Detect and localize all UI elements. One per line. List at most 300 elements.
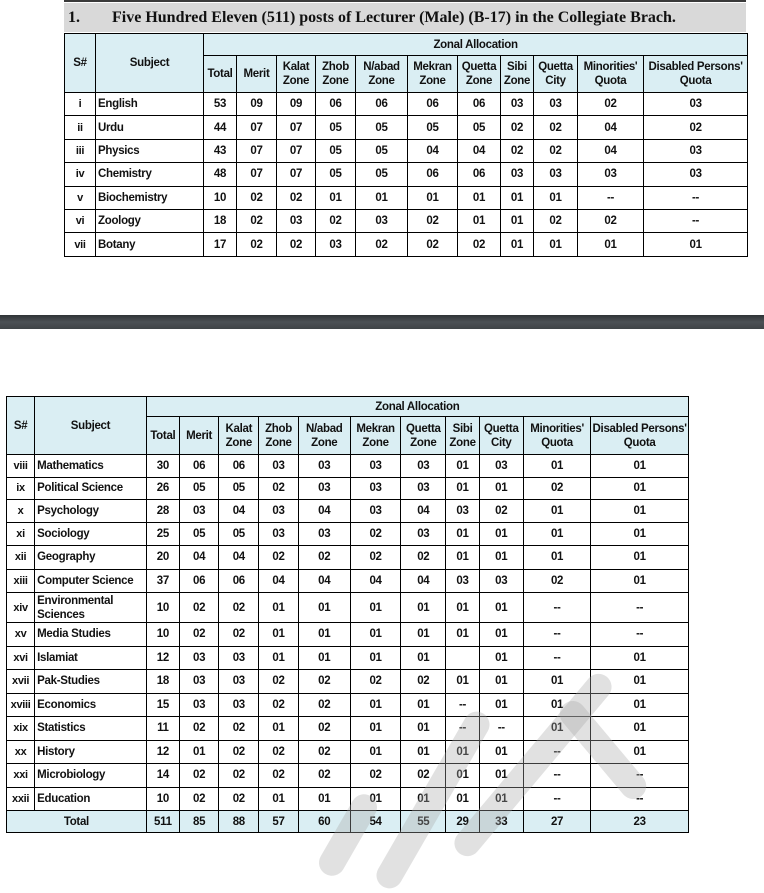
row-serial: ii — [65, 116, 96, 139]
header-column-label: Zone — [503, 75, 531, 87]
row-value: 01 — [401, 646, 446, 670]
header-column-label: N/abad — [363, 61, 400, 73]
header-column-label: Quetta — [483, 422, 519, 435]
row-value: 06 — [179, 569, 218, 593]
row-value: 02 — [523, 569, 590, 593]
row-value: 01 — [446, 670, 479, 694]
row-value: 02 — [298, 693, 350, 717]
row-value: 03 — [219, 670, 259, 694]
row-value: 02 — [179, 593, 218, 623]
row-value: 01 — [401, 593, 446, 623]
row-value: 01 — [523, 693, 590, 717]
table-row — [7, 500, 689, 523]
row-value: 01 — [501, 233, 534, 256]
table-row — [7, 522, 689, 546]
header-column — [644, 56, 748, 93]
row-value: 01 — [534, 186, 578, 209]
header-column — [446, 417, 479, 455]
row-subject: Environmental Sciences — [35, 593, 147, 623]
header-column-label: Zone — [410, 436, 437, 449]
row-value: 01 — [446, 477, 479, 500]
table-row — [7, 787, 689, 811]
row-value: 02 — [458, 233, 501, 256]
row-value: 01 — [401, 693, 446, 717]
row-value: 09 — [277, 93, 316, 116]
row-value: 02 — [408, 233, 458, 256]
row-value: 10 — [146, 593, 179, 623]
posts-table-part-2 — [6, 396, 689, 833]
row-subject: Microbiology — [35, 764, 147, 788]
row-value: 03 — [179, 500, 218, 523]
posts-table-part-1 — [64, 33, 748, 257]
header-sn: S# — [65, 34, 96, 93]
row-value: 43 — [204, 139, 237, 162]
header-column-label: Disabled Persons' — [648, 61, 743, 73]
row-serial: ix — [7, 477, 35, 500]
table-row — [65, 163, 748, 186]
row-value: 17 — [204, 233, 237, 256]
row-value: 02 — [219, 717, 259, 741]
row-value: 02 — [350, 670, 400, 694]
row-value: -- — [523, 646, 590, 670]
row-value: 03 — [501, 93, 534, 116]
row-subject: Media Studies — [35, 623, 147, 647]
row-value: 02 — [277, 186, 316, 209]
row-serial: vii — [65, 233, 96, 256]
header-column-label: Kalat — [225, 422, 253, 435]
header-column-label: Quetta — [406, 422, 441, 435]
row-value: 53 — [204, 93, 237, 116]
row-value: 02 — [578, 209, 644, 232]
header-column — [501, 56, 534, 93]
total-value: 33 — [479, 811, 523, 833]
row-value: -- — [446, 717, 479, 741]
row-value: 02 — [350, 546, 400, 570]
row-value: 06 — [179, 455, 218, 478]
row-value: 01 — [479, 546, 523, 570]
row-value: 06 — [408, 163, 458, 186]
row-value: 02 — [534, 139, 578, 162]
row-subject: Chemistry — [96, 163, 204, 186]
row-value: 01 — [501, 209, 534, 232]
total-value: 60 — [298, 811, 350, 833]
header-subject: Subject — [35, 397, 147, 455]
header-column-label: Sibi — [452, 422, 473, 435]
row-value: 01 — [259, 593, 298, 623]
row-value: 02 — [534, 209, 578, 232]
row-value: 01 — [591, 546, 689, 570]
row-subject: History — [35, 740, 147, 764]
row-value: 05 — [408, 116, 458, 139]
row-value: 18 — [204, 209, 237, 232]
table-row — [65, 233, 748, 256]
row-value: 01 — [401, 623, 446, 647]
row-value: 03 — [298, 477, 350, 500]
row-value: 01 — [479, 623, 523, 647]
row-value: 02 — [219, 623, 259, 647]
table-row — [7, 569, 689, 593]
row-value: 01 — [259, 646, 298, 670]
row-value: 03 — [298, 522, 350, 546]
row-value: 01 — [356, 186, 408, 209]
row-value: 01 — [591, 477, 689, 500]
row-serial: xx — [7, 740, 35, 764]
table-row — [65, 139, 748, 162]
row-value: 01 — [591, 717, 689, 741]
row-serial: xvii — [7, 670, 35, 694]
row-value: 07 — [237, 163, 277, 186]
header-column-label: Zone — [311, 436, 338, 449]
header-column-label: Merit — [243, 68, 270, 80]
total-value: 27 — [523, 811, 590, 833]
section-number: 1. — [68, 8, 80, 26]
row-value: 02 — [298, 764, 350, 788]
row-value: 02 — [179, 717, 218, 741]
row-value: 06 — [458, 93, 501, 116]
row-value: 02 — [298, 740, 350, 764]
header-column-label: Zone — [322, 75, 349, 87]
row-subject: Pak-Studies — [35, 670, 147, 694]
row-value: 03 — [179, 670, 218, 694]
row-value: 03 — [401, 455, 446, 478]
row-subject: Economics — [35, 693, 147, 717]
row-value: 07 — [277, 116, 316, 139]
header-column-label: Zone — [449, 436, 476, 449]
total-value: 29 — [446, 811, 479, 833]
row-value: 02 — [523, 477, 590, 500]
row-value: 04 — [401, 500, 446, 523]
header-column-label: Zone — [282, 75, 310, 87]
row-value: 01 — [591, 646, 689, 670]
header-column-label: Zone — [362, 436, 389, 449]
row-value: 10 — [146, 623, 179, 647]
row-value: 37 — [146, 569, 179, 593]
row-value: 01 — [259, 623, 298, 647]
header-column-label: Quota — [594, 75, 627, 87]
row-value: 02 — [401, 670, 446, 694]
header-column — [458, 56, 501, 93]
row-serial: xxii — [7, 787, 35, 811]
row-serial: xiv — [7, 593, 35, 623]
section-title: Five Hundred Eleven (511) posts of Lecturer (Male) (B-17) in the Collegiate Brach. — [112, 8, 676, 26]
row-value: 01 — [401, 717, 446, 741]
row-value: 03 — [446, 569, 479, 593]
row-subject: Psychology — [35, 500, 147, 523]
row-value: 04 — [219, 546, 259, 570]
row-value: 15 — [146, 693, 179, 717]
header-column-label: Quota — [623, 436, 656, 449]
row-subject: Biochemistry — [96, 186, 204, 209]
row-serial: xv — [7, 623, 35, 647]
row-value: 30 — [146, 455, 179, 478]
row-value: 03 — [179, 693, 218, 717]
row-serial: iii — [65, 139, 96, 162]
header-column — [591, 417, 689, 455]
row-serial: v — [65, 186, 96, 209]
row-value: 03 — [356, 209, 408, 232]
total-value: 88 — [219, 811, 259, 833]
header-column-label: Quetta — [538, 61, 573, 73]
row-value: 01 — [350, 693, 400, 717]
row-value: 01 — [259, 717, 298, 741]
header-row — [7, 397, 689, 417]
row-value: 03 — [219, 693, 259, 717]
row-value: 07 — [237, 139, 277, 162]
row-subject: Education — [35, 787, 147, 811]
row-value: 02 — [578, 93, 644, 116]
row-value: 03 — [179, 646, 218, 670]
row-value: -- — [523, 593, 590, 623]
row-subject: Geography — [35, 546, 147, 570]
row-value: 01 — [446, 546, 479, 570]
row-value: 01 — [350, 646, 400, 670]
header-column — [259, 417, 298, 455]
header-column-label: Total — [207, 68, 233, 80]
header-zonal-allocation: Zonal Allocation — [146, 397, 688, 417]
row-value: 05 — [316, 139, 356, 162]
row-value: 01 — [523, 455, 590, 478]
row-value: 04 — [578, 116, 644, 139]
table-row — [7, 455, 689, 478]
row-value: 02 — [179, 787, 218, 811]
row-value: 05 — [356, 116, 408, 139]
row-value: 06 — [219, 455, 259, 478]
row-value: 07 — [277, 139, 316, 162]
total-value: 57 — [259, 811, 298, 833]
row-value: 01 — [591, 569, 689, 593]
row-value: 01 — [446, 787, 479, 811]
row-value: 05 — [458, 116, 501, 139]
table-row — [7, 646, 689, 670]
row-value: 01 — [591, 740, 689, 764]
row-value: 02 — [534, 116, 578, 139]
row-value: -- — [644, 209, 748, 232]
row-value: -- — [591, 764, 689, 788]
row-value: 01 — [578, 233, 644, 256]
row-value: 06 — [408, 93, 458, 116]
header-column-label: Zhob — [322, 61, 349, 73]
row-value: -- — [591, 787, 689, 811]
row-value: 01 — [523, 522, 590, 546]
row-serial: vi — [65, 209, 96, 232]
header-column-label: Zone — [225, 436, 252, 449]
total-label: Total — [7, 811, 147, 833]
row-value: 01 — [401, 740, 446, 764]
table-row — [7, 717, 689, 741]
row-value: 02 — [356, 233, 408, 256]
table-row — [7, 693, 689, 717]
header-column-label: Quetta — [461, 61, 497, 73]
row-value: 05 — [219, 522, 259, 546]
row-value: -- — [523, 764, 590, 788]
row-subject: Statistics — [35, 717, 147, 741]
row-value: 02 — [237, 233, 277, 256]
header-column — [237, 56, 277, 93]
row-subject: Urdu — [96, 116, 204, 139]
row-value: -- — [578, 186, 644, 209]
row-value: 01 — [446, 740, 479, 764]
header-column-label: Mekran — [356, 422, 395, 435]
row-subject: Botany — [96, 233, 204, 256]
header-zonal-allocation: Zonal Allocation — [204, 34, 748, 56]
row-value: 03 — [446, 500, 479, 523]
row-value: 10 — [146, 787, 179, 811]
row-serial: iv — [65, 163, 96, 186]
table-row — [65, 116, 748, 139]
header-column-label: Quota — [541, 436, 573, 449]
row-serial: xvi — [7, 646, 35, 670]
row-value: 03 — [401, 477, 446, 500]
header-column — [316, 56, 356, 93]
table-row — [7, 670, 689, 694]
row-value: 01 — [591, 522, 689, 546]
row-value: 04 — [458, 139, 501, 162]
row-value: 02 — [401, 764, 446, 788]
row-value: 01 — [298, 646, 350, 670]
row-value: -- — [591, 593, 689, 623]
row-value: 02 — [350, 522, 400, 546]
row-value: 05 — [316, 116, 356, 139]
header-column — [219, 417, 259, 455]
row-value: 07 — [277, 163, 316, 186]
row-value: -- — [523, 787, 590, 811]
header-column-label: Zone — [419, 75, 446, 87]
header-column — [479, 417, 523, 455]
table-row — [7, 477, 689, 500]
row-value: 25 — [146, 522, 179, 546]
header-column — [204, 56, 237, 93]
row-value: 03 — [350, 455, 400, 478]
header-sn: S# — [7, 397, 35, 455]
row-value: 03 — [578, 163, 644, 186]
row-value: 02 — [259, 477, 298, 500]
row-value: 04 — [350, 569, 400, 593]
row-value: 01 — [479, 670, 523, 694]
row-value: 01 — [259, 787, 298, 811]
row-value: 02 — [479, 500, 523, 523]
row-value: 04 — [401, 569, 446, 593]
row-value: 03 — [350, 477, 400, 500]
row-subject: Islamiat — [35, 646, 147, 670]
row-value: 01 — [350, 717, 400, 741]
row-value: 05 — [219, 477, 259, 500]
row-value: 26 — [146, 477, 179, 500]
row-value: 01 — [298, 787, 350, 811]
row-value: 01 — [458, 186, 501, 209]
row-value: 06 — [219, 569, 259, 593]
row-value: 05 — [179, 522, 218, 546]
row-value: 01 — [298, 623, 350, 647]
row-value: 03 — [259, 522, 298, 546]
table-row — [65, 93, 748, 116]
header-column — [356, 56, 408, 93]
header-column-label: N/abad — [305, 422, 343, 435]
row-value: 03 — [534, 163, 578, 186]
row-serial: xi — [7, 522, 35, 546]
row-value: 02 — [501, 139, 534, 162]
row-value: 01 — [458, 209, 501, 232]
row-value: 06 — [316, 93, 356, 116]
row-value: 01 — [479, 593, 523, 623]
row-value: 11 — [146, 717, 179, 741]
row-value: 03 — [219, 646, 259, 670]
row-subject: Sociology — [35, 522, 147, 546]
row-value: 01 — [644, 233, 748, 256]
row-serial: xviii — [7, 693, 35, 717]
header-column — [277, 56, 316, 93]
total-value: 54 — [350, 811, 400, 833]
row-value: 03 — [401, 522, 446, 546]
row-value: 02 — [408, 209, 458, 232]
row-value: 02 — [298, 717, 350, 741]
header-column-label: City — [545, 75, 566, 87]
row-subject: Physics — [96, 139, 204, 162]
row-value: 01 — [316, 186, 356, 209]
row-value: 44 — [204, 116, 237, 139]
row-value: 01 — [479, 693, 523, 717]
header-column — [401, 417, 446, 455]
row-value: 01 — [350, 787, 400, 811]
heading-top-rule — [64, 0, 746, 2]
table-row — [7, 740, 689, 764]
row-value: 03 — [259, 455, 298, 478]
row-value: 01 — [523, 546, 590, 570]
row-value: 05 — [356, 163, 408, 186]
total-value: 23 — [591, 811, 689, 833]
row-value: 05 — [179, 477, 218, 500]
row-value: -- — [523, 623, 590, 647]
row-value: 03 — [501, 163, 534, 186]
header-column-label: Zone — [368, 75, 395, 87]
table-row — [7, 546, 689, 570]
row-value: 02 — [237, 186, 277, 209]
row-value: 01 — [591, 500, 689, 523]
row-value: 01 — [350, 623, 400, 647]
row-subject: English — [96, 93, 204, 116]
row-value: 01 — [350, 740, 400, 764]
row-value: 01 — [401, 787, 446, 811]
row-value: 06 — [356, 93, 408, 116]
total-value: 55 — [401, 811, 446, 833]
row-value: 02 — [219, 740, 259, 764]
row-value: 04 — [298, 500, 350, 523]
row-value: 01 — [523, 500, 590, 523]
header-column-label: Sibi — [507, 61, 527, 73]
row-subject: Computer Science — [35, 569, 147, 593]
row-value: -- — [644, 186, 748, 209]
row-value: 01 — [446, 623, 479, 647]
row-value: 02 — [501, 116, 534, 139]
row-value: 02 — [237, 209, 277, 232]
header-column-label: Minorities' — [583, 61, 638, 73]
row-value: 28 — [146, 500, 179, 523]
row-serial: xxi — [7, 764, 35, 788]
row-subject: Mathematics — [35, 455, 147, 478]
row-value: 01 — [501, 186, 534, 209]
row-value: -- — [446, 693, 479, 717]
row-value: 09 — [237, 93, 277, 116]
row-value: 01 — [479, 646, 523, 670]
header-subject: Subject — [96, 34, 204, 93]
total-row — [7, 811, 689, 833]
page-divider — [0, 315, 764, 329]
row-serial: xiii — [7, 569, 35, 593]
row-value: 01 — [179, 740, 218, 764]
row-value: 01 — [523, 717, 590, 741]
row-value: 04 — [259, 569, 298, 593]
total-value: 85 — [179, 811, 218, 833]
row-subject: Zoology — [96, 209, 204, 232]
